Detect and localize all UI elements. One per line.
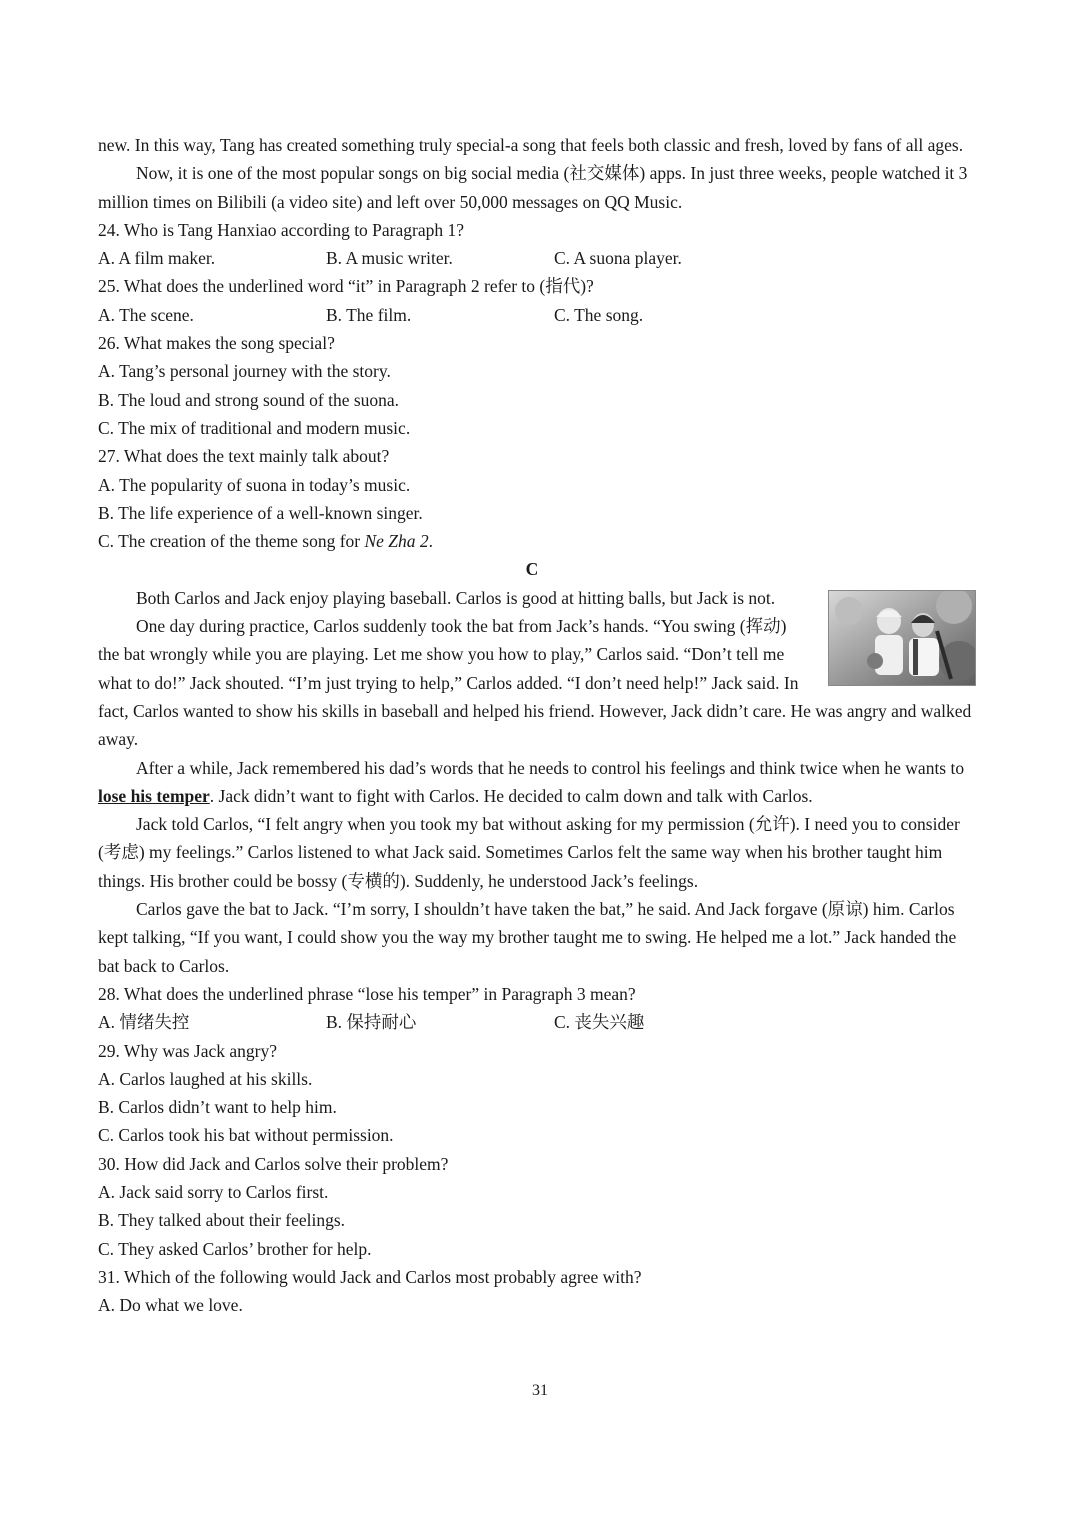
- option: A. 情绪失控: [98, 1012, 190, 1033]
- section-heading: C: [525, 559, 539, 580]
- option: C. A suona player.: [554, 248, 682, 269]
- italic-title: Ne Zha 2: [364, 531, 429, 552]
- option: C. The mix of traditional and modern music.: [98, 417, 411, 438]
- option: A. Tang’s personal journey with the story.: [98, 361, 391, 382]
- option: C. 丧失兴趣: [554, 1012, 645, 1033]
- option-end: .: [428, 531, 434, 552]
- option-row: [98, 1008, 976, 1036]
- option-row: [98, 301, 976, 329]
- page-content: [98, 131, 976, 1319]
- passage-paragraph: Jack told Carlos, “I felt angry when you took my bat without asking for my permission (允许). I need you to consider (考虑) my feelings.” Carlos listened to what Jack said. Sometimes Carlos felt the same way when his brother taught him things. His brother could be bossy (专横的). Suddenly, he understood Jack’s feelings.: [98, 814, 960, 891]
- question-stem: 29. Why was Jack angry?: [98, 1040, 277, 1061]
- option: B. The loud and strong sound of the suona.: [98, 389, 400, 410]
- question-stem: 28. What does the underlined phrase “lose his temper” in Paragraph 3 mean?: [98, 983, 636, 1004]
- option: B. 保持耐心: [326, 1012, 417, 1033]
- option: [98, 527, 976, 555]
- passage-paragraph: new. In this way, Tang has created something truly special-a song that feels both classic and fresh, loved by fans of all ages.: [98, 135, 964, 155]
- option: B. They talked about their feelings.: [98, 1210, 346, 1231]
- option: A. Carlos laughed at his skills.: [98, 1068, 313, 1089]
- passage-paragraph: Now, it is one of the most popular songs on big social media (社交媒体) apps. In just three weeks, people watched it 3 million times on Bilibili (a video site) and left over 50,000 messages on QQ Music.: [98, 163, 968, 212]
- underlined-phrase: lose his temper: [98, 785, 210, 806]
- option: B. The life experience of a well-known singer.: [98, 502, 423, 523]
- text-run: After a while, Jack remembered his dad’s words that he needs to control his feelings and think twice when he wants to: [136, 757, 965, 778]
- question-stem: 31. Which of the following would Jack and Carlos most probably agree with?: [98, 1266, 642, 1287]
- option: B. Carlos didn’t want to help him.: [98, 1097, 337, 1118]
- option: A. Do what we love.: [98, 1295, 243, 1316]
- question-stem: 26. What makes the song special?: [98, 333, 335, 354]
- page-number: 31: [532, 1382, 548, 1399]
- option: B. The film.: [326, 304, 412, 325]
- option: B. A music writer.: [326, 248, 453, 269]
- option: A. The scene.: [98, 304, 194, 325]
- option-row: [98, 244, 976, 272]
- passage-paragraph: One day during practice, Carlos suddenly took the bat from Jack’s hands. “You swing (挥动) the bat wrongly while you are playing. Let me show you how to play,” Carlos said. “Don’t tell me what to do!” Jack shouted. “I’m just trying to help,” Carlos added. “I don’t need help!” Jack said. In fact, Carlos wanted to show his skills in baseball and helped his friend. However, Jack didn’t care. He was angry and walked away.: [98, 616, 972, 750]
- passage-paragraph: Carlos gave the bat to Jack. “I’m sorry, I shouldn’t have taken the bat,” he said. And Jack forgave (原谅) him. Carlos kept talking, “If you want, I could show you the way my brother taught me to swing. He helped me a lot.” Jack handed the bat back to Carlos.: [98, 899, 957, 976]
- passage-paragraph: Both Carlos and Jack enjoy playing baseball. Carlos is good at hitting balls, but Jack is not.: [136, 587, 776, 608]
- baseball-kids-photo: [828, 590, 976, 686]
- option: C. Carlos took his bat without permission.: [98, 1125, 394, 1146]
- passage-paragraph: [98, 754, 976, 811]
- option: C. The song.: [554, 304, 644, 325]
- option: A. A film maker.: [98, 248, 216, 269]
- text-run: . Jack didn’t want to fight with Carlos. He decided to calm down and talk with Carlos.: [209, 785, 813, 806]
- option: A. Jack said sorry to Carlos first.: [98, 1181, 329, 1202]
- question-stem: 24. Who is Tang Hanxiao according to Paragraph 1?: [98, 219, 465, 240]
- option: A. The popularity of suona in today’s music.: [98, 474, 411, 495]
- option-text: C. The creation of the theme song for: [98, 531, 365, 552]
- option: C. They asked Carlos’ brother for help.: [98, 1238, 372, 1259]
- question-stem: 30. How did Jack and Carlos solve their problem?: [98, 1153, 449, 1174]
- question-stem: 27. What does the text mainly talk about?: [98, 446, 390, 467]
- question-stem: 25. What does the underlined word “it” in Paragraph 2 refer to (指代)?: [98, 276, 594, 297]
